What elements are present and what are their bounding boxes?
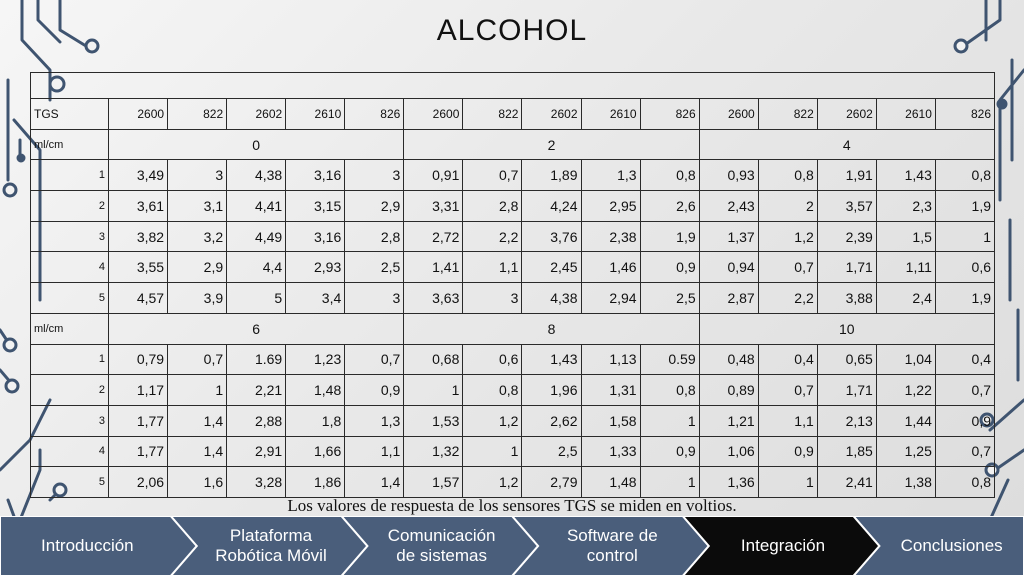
sensor-header-cell: 2610 <box>286 99 345 130</box>
concentration-group-cell: 2 <box>404 129 699 160</box>
value-cell: 1,22 <box>876 375 935 406</box>
value-cell: 2,21 <box>227 375 286 406</box>
value-cell: 0,79 <box>109 344 168 375</box>
value-cell: 1,71 <box>817 375 876 406</box>
table-row <box>31 344 995 375</box>
value-cell: 0,8 <box>758 160 817 191</box>
slide-title: ALCOHOL <box>436 14 588 47</box>
concentration-group-cell: 6 <box>109 313 404 344</box>
sensor-header-cell: 2610 <box>581 99 640 130</box>
footnote: Los valores de respuesta de los sensores TGS se miden en voltios. <box>287 496 737 515</box>
value-cell: 1 <box>168 375 227 406</box>
value-cell: 3,88 <box>817 283 876 314</box>
value-cell: 2,9 <box>345 191 404 222</box>
table-row <box>31 436 995 467</box>
value-cell: 4,4 <box>227 252 286 283</box>
value-cell: 1,71 <box>817 252 876 283</box>
value-cell: 2,38 <box>581 221 640 252</box>
value-cell: 1,77 <box>109 405 168 436</box>
value-cell: 0,8 <box>640 160 699 191</box>
value-cell: 1,1 <box>463 252 522 283</box>
nav-item[interactable] <box>709 516 858 576</box>
value-cell: 1,9 <box>935 191 994 222</box>
table-row <box>31 252 995 283</box>
sensor-header-cell: 2602 <box>522 99 581 130</box>
value-cell: 1 <box>640 467 699 498</box>
value-cell: 2,8 <box>463 191 522 222</box>
value-cell: 0,9 <box>758 436 817 467</box>
value-cell: 1,4 <box>168 436 227 467</box>
sensor-header-cell: 2610 <box>876 99 935 130</box>
value-cell: 3 <box>345 283 404 314</box>
value-cell: 2,94 <box>581 283 640 314</box>
concentration-group-row <box>31 313 995 344</box>
value-cell: 0,7 <box>758 375 817 406</box>
table-body <box>31 73 995 498</box>
value-cell: 1,4 <box>168 405 227 436</box>
value-cell: 0,4 <box>935 344 994 375</box>
value-cell: 0,8 <box>640 375 699 406</box>
value-cell: 2,43 <box>699 191 758 222</box>
value-cell: 1,21 <box>699 405 758 436</box>
nav-item-label: Conclusiones <box>900 536 1003 555</box>
value-cell: 0,6 <box>463 344 522 375</box>
value-cell: 2,39 <box>817 221 876 252</box>
nav-item-label: Integración <box>740 536 826 555</box>
sensor-header-cell: 822 <box>463 99 522 130</box>
table-row <box>31 283 995 314</box>
value-cell: 2,6 <box>640 191 699 222</box>
value-cell: 1 <box>758 467 817 498</box>
nav-item[interactable] <box>538 516 687 576</box>
sensor-header-cell: 826 <box>345 99 404 130</box>
value-cell: 4,49 <box>227 221 286 252</box>
value-cell: 2,9 <box>168 252 227 283</box>
value-cell: 3,4 <box>286 283 345 314</box>
value-cell: 1,43 <box>522 344 581 375</box>
value-cell: 3,63 <box>404 283 463 314</box>
value-cell: 1,58 <box>581 405 640 436</box>
value-cell: 1,13 <box>581 344 640 375</box>
value-cell: 1,91 <box>817 160 876 191</box>
value-cell: 2,41 <box>817 467 876 498</box>
value-cell: 2,88 <box>227 405 286 436</box>
concentration-group-cell: 0 <box>109 129 404 160</box>
value-cell: 2,8 <box>345 221 404 252</box>
value-cell: 1,77 <box>109 436 168 467</box>
value-cell: 0,89 <box>699 375 758 406</box>
value-cell: 3,28 <box>227 467 286 498</box>
value-cell: 1,25 <box>876 436 935 467</box>
value-cell: 1,43 <box>876 160 935 191</box>
value-cell: 3,49 <box>109 160 168 191</box>
value-cell: 0,65 <box>817 344 876 375</box>
value-cell: 1,8 <box>286 405 345 436</box>
value-cell: 2,5 <box>640 283 699 314</box>
value-cell: 1,6 <box>168 467 227 498</box>
trial-number: 4 <box>31 436 109 467</box>
value-cell: 1 <box>404 375 463 406</box>
trial-number: 5 <box>31 283 109 314</box>
value-cell: 1.69 <box>227 344 286 375</box>
value-cell: 1,9 <box>935 283 994 314</box>
trial-number: 3 <box>31 221 109 252</box>
sensor-header-cell: 2600 <box>404 99 463 130</box>
value-cell: 2,3 <box>876 191 935 222</box>
value-cell: 1,48 <box>286 375 345 406</box>
sensor-header-cell: 826 <box>640 99 699 130</box>
value-cell: 0,91 <box>404 160 463 191</box>
value-cell: 1,44 <box>876 405 935 436</box>
value-cell: 3,76 <box>522 221 581 252</box>
nav-item-label: Software de control <box>566 526 658 565</box>
value-cell: 1,41 <box>404 252 463 283</box>
value-cell: 2,5 <box>522 436 581 467</box>
nav-item[interactable] <box>0 516 175 576</box>
tgs-header-label: TGS <box>31 99 109 130</box>
nav-item-label: Plataforma Robótica Móvil <box>215 526 327 565</box>
nav-item-label: Introducción <box>41 536 134 555</box>
value-cell: 1,36 <box>699 467 758 498</box>
table-row <box>31 160 995 191</box>
value-cell: 2,93 <box>286 252 345 283</box>
table-row <box>31 405 995 436</box>
sensor-header-cell: 826 <box>935 99 994 130</box>
value-cell: 1,2 <box>758 221 817 252</box>
value-cell: 4,24 <box>522 191 581 222</box>
table-row <box>31 191 995 222</box>
value-cell: 0,9 <box>640 436 699 467</box>
value-cell: 2,06 <box>109 467 168 498</box>
value-cell: 1,4 <box>345 467 404 498</box>
value-cell: 3,82 <box>109 221 168 252</box>
value-cell: 1 <box>640 405 699 436</box>
section-navigation <box>0 516 1024 576</box>
sensor-header-cell: 2602 <box>227 99 286 130</box>
value-cell: 0,8 <box>935 160 994 191</box>
value-cell: 1,9 <box>640 221 699 252</box>
value-cell: 1,17 <box>109 375 168 406</box>
value-cell: 3,16 <box>286 160 345 191</box>
concentration-group-cell: 8 <box>404 313 699 344</box>
concentration-group-cell: 4 <box>699 129 994 160</box>
concentration-group-row <box>31 129 995 160</box>
value-cell: 1,53 <box>404 405 463 436</box>
unit-label: ml/cm <box>31 129 109 160</box>
value-cell: 4,57 <box>109 283 168 314</box>
value-cell: 2,5 <box>345 252 404 283</box>
value-cell: 1 <box>935 221 994 252</box>
value-cell: 3,2 <box>168 221 227 252</box>
value-cell: 3,16 <box>286 221 345 252</box>
value-cell: 1,1 <box>345 436 404 467</box>
value-cell: 1,38 <box>876 467 935 498</box>
value-cell: 2,95 <box>581 191 640 222</box>
value-cell: 1,04 <box>876 344 935 375</box>
value-cell: 1,48 <box>581 467 640 498</box>
value-cell: 1,96 <box>522 375 581 406</box>
value-cell: 2,2 <box>463 221 522 252</box>
trial-number: 2 <box>31 375 109 406</box>
value-cell: 0,48 <box>699 344 758 375</box>
table-blank-row <box>31 73 995 99</box>
trial-number: 3 <box>31 405 109 436</box>
table-row <box>31 467 995 498</box>
value-cell: 0,4 <box>758 344 817 375</box>
blank-cell <box>31 73 995 99</box>
value-cell: 0,8 <box>463 375 522 406</box>
value-cell: 1,37 <box>699 221 758 252</box>
value-cell: 0,94 <box>699 252 758 283</box>
value-cell: 1,85 <box>817 436 876 467</box>
value-cell: 3,1 <box>168 191 227 222</box>
value-cell: 2,87 <box>699 283 758 314</box>
value-cell: 2,45 <box>522 252 581 283</box>
value-cell: 1,46 <box>581 252 640 283</box>
value-cell: 2,2 <box>758 283 817 314</box>
value-cell: 1,33 <box>581 436 640 467</box>
nav-item[interactable] <box>197 516 346 576</box>
sensor-header-cell: 2600 <box>699 99 758 130</box>
alcohol-sensor-table <box>30 72 995 498</box>
sensor-header-cell: 2602 <box>817 99 876 130</box>
value-cell: 1,31 <box>581 375 640 406</box>
value-cell: 1 <box>463 436 522 467</box>
value-cell: 0,7 <box>463 160 522 191</box>
table-row <box>31 221 995 252</box>
value-cell: 0,93 <box>699 160 758 191</box>
nav-item-label: Comunicación de sistemas <box>387 526 496 565</box>
trial-number: 1 <box>31 344 109 375</box>
value-cell: 3,15 <box>286 191 345 222</box>
value-cell: 2,91 <box>227 436 286 467</box>
value-cell: 1,1 <box>758 405 817 436</box>
value-cell: 0,7 <box>758 252 817 283</box>
value-cell: 4,38 <box>522 283 581 314</box>
value-cell: 5 <box>227 283 286 314</box>
value-cell: 0,8 <box>935 467 994 498</box>
value-cell: 1,57 <box>404 467 463 498</box>
value-cell: 4,38 <box>227 160 286 191</box>
value-cell: 3 <box>463 283 522 314</box>
value-cell: 3,57 <box>817 191 876 222</box>
value-cell: 0,9 <box>345 375 404 406</box>
value-cell: 0,9 <box>640 252 699 283</box>
value-cell: 0,68 <box>404 344 463 375</box>
value-cell: 2,13 <box>817 405 876 436</box>
value-cell: 2,79 <box>522 467 581 498</box>
sensor-header-cell: 2600 <box>109 99 168 130</box>
value-cell: 1,2 <box>463 467 522 498</box>
value-cell: 2,72 <box>404 221 463 252</box>
unit-label: ml/cm <box>31 313 109 344</box>
trial-number: 4 <box>31 252 109 283</box>
value-cell: 4,41 <box>227 191 286 222</box>
data-table-container <box>30 72 995 498</box>
value-cell: 1,06 <box>699 436 758 467</box>
value-cell: 1,3 <box>581 160 640 191</box>
value-cell: 3 <box>345 160 404 191</box>
sensor-header-cell: 822 <box>758 99 817 130</box>
value-cell: 0,7 <box>935 436 994 467</box>
nav-item[interactable] <box>367 516 516 576</box>
concentration-group-cell: 10 <box>699 313 994 344</box>
value-cell: 0,7 <box>345 344 404 375</box>
value-cell: 0,7 <box>168 344 227 375</box>
nav-item[interactable] <box>879 516 1024 576</box>
trial-number: 1 <box>31 160 109 191</box>
value-cell: 1,66 <box>286 436 345 467</box>
value-cell: 3 <box>168 160 227 191</box>
value-cell: 0,9 <box>935 405 994 436</box>
value-cell: 0,6 <box>935 252 994 283</box>
table-row <box>31 375 995 406</box>
trial-number: 5 <box>31 467 109 498</box>
value-cell: 3,9 <box>168 283 227 314</box>
value-cell: 3,61 <box>109 191 168 222</box>
value-cell: 0,7 <box>935 375 994 406</box>
value-cell: 1,3 <box>345 405 404 436</box>
value-cell: 1,23 <box>286 344 345 375</box>
value-cell: 1,5 <box>876 221 935 252</box>
value-cell: 0.59 <box>640 344 699 375</box>
value-cell: 2 <box>758 191 817 222</box>
value-cell: 2,4 <box>876 283 935 314</box>
value-cell: 3,55 <box>109 252 168 283</box>
value-cell: 2,62 <box>522 405 581 436</box>
value-cell: 1,32 <box>404 436 463 467</box>
value-cell: 1,89 <box>522 160 581 191</box>
sensor-header-cell: 822 <box>168 99 227 130</box>
value-cell: 1,86 <box>286 467 345 498</box>
trial-number: 2 <box>31 191 109 222</box>
sensor-header-row <box>31 99 995 130</box>
value-cell: 3,31 <box>404 191 463 222</box>
value-cell: 1,2 <box>463 405 522 436</box>
value-cell: 1,11 <box>876 252 935 283</box>
